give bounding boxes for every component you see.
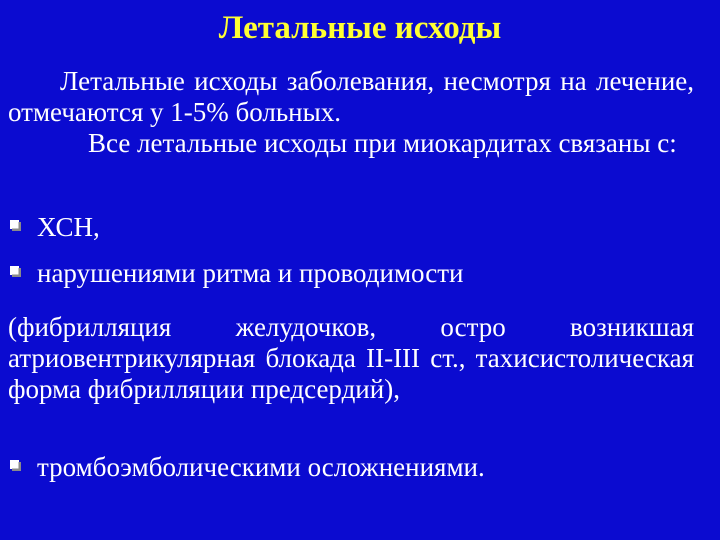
detail-paragraph: (фибрилляция желудочков, остро возникшая атриовентрикулярная блокада II-III ст., тахисистолическая форма фибрилляции предсердий),: [8, 312, 694, 404]
square-bullet-icon: [10, 460, 21, 471]
slide-title: Летальные исходы: [218, 10, 502, 46]
intro-paragraph-2: Все летальные исходы при миокардитах связаны с:: [88, 128, 677, 158]
bullet-item: [8, 212, 708, 243]
bullet-text: нарушениями ритма и проводимости: [37, 258, 464, 288]
square-bullet-icon: [10, 266, 21, 277]
intro-paragraph-1: Летальные исходы заболевания, несмотря на лечение, отмечаются у 1-5% больных.: [8, 66, 694, 127]
bullet-item: [8, 452, 708, 483]
bullet-text: тромбоэмболическими осложнениями.: [37, 452, 485, 482]
square-bullet-icon: [10, 220, 21, 231]
bullet-text: ХСН,: [37, 212, 100, 242]
bullet-item: [8, 258, 708, 289]
